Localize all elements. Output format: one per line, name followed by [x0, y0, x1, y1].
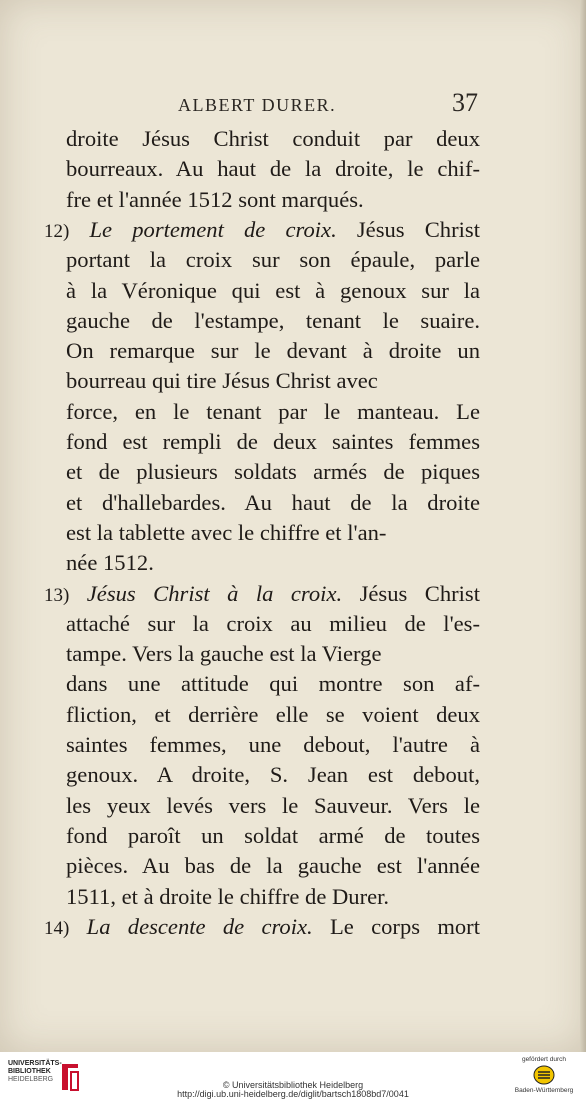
text-line — [66, 791, 480, 821]
text-run: Le corps mort — [312, 913, 480, 939]
text-line — [66, 245, 480, 275]
text-run: dans une attitude qui montre son af- — [66, 671, 480, 697]
library-name-line2: BIBLIOTHEK — [8, 1068, 51, 1075]
text-line — [66, 427, 480, 457]
text-line — [44, 579, 480, 609]
source-url[interactable]: http://digi.ub.uni-heidelberg.de/diglit/bartsch1808bd7/0041 — [177, 1089, 409, 1099]
text-line — [66, 366, 378, 396]
text-run: pièces. Au bas de la gauche est l'année — [66, 853, 480, 879]
text-run: saintes femmes, une debout, l'autre à — [66, 732, 480, 757]
running-title: ALBERT DURER. — [178, 95, 337, 115]
text-run: Jésus Christ — [336, 216, 480, 242]
entry-title: La descente de croix. — [86, 913, 313, 939]
funded-by-label: gefördert durch — [521, 1056, 567, 1063]
text-line — [66, 518, 386, 548]
text-run: née 1512. — [66, 550, 154, 576]
state-name: Baden-Württemberg — [514, 1087, 574, 1094]
text-run: fliction, et derrière elle se voient deux — [66, 701, 480, 727]
entry-number: 13) — [44, 584, 70, 606]
text-line — [66, 336, 480, 366]
state-crest-icon — [533, 1065, 555, 1085]
text-run: est la tablette avec le chiffre et l'an- — [66, 519, 387, 545]
text-run: tampe. Vers la gauche est la Vierge — [66, 641, 382, 667]
text-line — [66, 276, 480, 306]
library-name-line1: UNIVERSITÄTS- — [8, 1060, 62, 1067]
text-run: bourreau qui tire Jésus Christ avec — [66, 368, 378, 394]
text-run: On remarque sur le devant à droite un — [66, 338, 480, 364]
text-line — [66, 639, 381, 669]
text-run: les yeux levés vers le Sauveur. Vers le — [66, 792, 480, 818]
text-line — [66, 397, 480, 427]
text-run — [69, 217, 89, 242]
funding-block — [508, 1056, 580, 1094]
text-run: droite Jésus Christ conduit par deux — [66, 126, 480, 151]
text-run: Jésus Christ — [342, 580, 480, 606]
text-line — [66, 609, 480, 639]
text-run: gauche de l'estampe, tenant le suaire. — [66, 307, 480, 333]
entry-number: 12) — [44, 220, 70, 242]
copyright-notice: © Universitätsbibliothek Heidelberg — [222, 1080, 364, 1090]
text-line — [66, 760, 480, 790]
text-run: 1511, et à droite le chiffre de Durer. — [66, 883, 390, 909]
text-run: genoux. A droite, S. Jean est debout, — [66, 762, 480, 788]
text-run — [69, 581, 86, 606]
text-line — [44, 215, 480, 245]
text-line — [66, 730, 480, 760]
text-run: fond paroît un soldat armé de toutes — [66, 822, 480, 848]
text-run: et de plusieurs soldats armés de piques — [66, 459, 480, 485]
text-line — [66, 457, 480, 487]
text-line — [66, 124, 480, 154]
text-line — [66, 185, 364, 215]
text-line — [66, 154, 480, 184]
entry-number: 14) — [44, 917, 70, 939]
text-run: attaché sur la croix au milieu de l'es- — [66, 610, 480, 636]
text-line — [66, 548, 154, 578]
text-line — [66, 882, 389, 912]
text-run: à la Véronique qui est à genoux sur la — [66, 277, 480, 303]
page-edge — [580, 0, 586, 1052]
library-city: HEIDELBERG — [8, 1076, 54, 1083]
text-run — [69, 914, 86, 939]
text-run: fre et l'année 1512 sont marqués. — [66, 186, 364, 212]
page-number: 37 — [452, 88, 478, 117]
entry-title: Jésus Christ à la croix. — [86, 580, 343, 606]
text-line — [44, 912, 480, 942]
text-line — [66, 306, 480, 336]
text-line — [66, 488, 480, 518]
text-run: bourreaux. Au haut de la droite, le chif- — [66, 156, 480, 182]
text-line — [66, 821, 480, 851]
text-run: fond est rempli de deux saintes femmes — [66, 429, 480, 454]
text-run: et d'hallebardes. Au haut de la droite — [66, 489, 480, 515]
text-run: portant la croix sur son épaule, parle — [66, 247, 480, 273]
text-line — [66, 700, 480, 730]
entry-title: Le portement de croix. — [89, 216, 337, 242]
text-run: force, en le tenant par le manteau. Le — [66, 398, 480, 424]
text-line — [66, 669, 480, 699]
text-line — [66, 851, 480, 881]
